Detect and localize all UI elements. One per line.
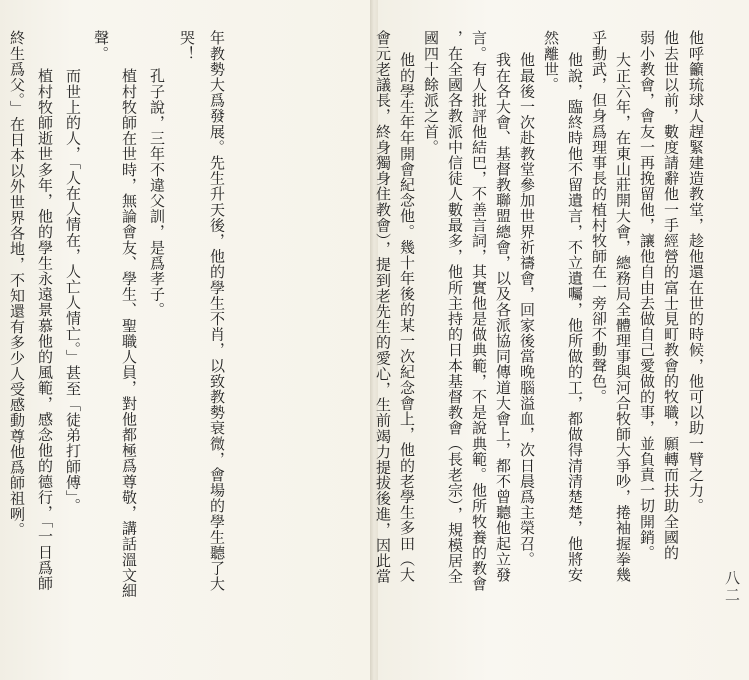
text-column: 會元老議長，終身獨身住教會），提到老先生的愛心，生前竭力提拔後進，因此當	[374, 30, 392, 585]
text-column: 乎動武，但身爲理事長的植村牧師在一旁卻不動聲色。	[590, 30, 608, 405]
text-column: ，在全國各教派中信徒人數最多，他所主持的日本基督教會（長老宗），規模居全	[446, 30, 464, 585]
text-column: 言。有人批評他結巴，不善言詞，其實他是做典範，不是說典範。他所牧養的教會	[470, 30, 488, 592]
text-column: 哭！	[178, 30, 196, 62]
text-column: 他的學生年年開會紀念他。幾十年後的某一次紀念會上，他的老學生多田（大	[398, 52, 416, 583]
page-number: 八二	[723, 570, 741, 604]
text-column: 他呼籲琉球人趕緊建造教堂，趁他還在世的時候，他可以助一臂之力。	[687, 30, 705, 514]
text-column: 國四十餘派之首。	[422, 30, 440, 155]
text-column: 他去世以前，數度請辭他一手經營的富士見町教會的牧職，願轉而扶助全國的	[662, 30, 680, 561]
text-column: 年教勢大爲發展。先生升天後，他的學生不肖，以致教勢衰微，會場的學生聽了大	[208, 30, 226, 592]
text-column: 植村牧師逝世多年，他的學生永遠景慕他的風範，感念他的德行，「一日爲師	[36, 68, 54, 591]
text-column: 孔子說，三年不違父訓，是爲孝子。	[148, 68, 166, 318]
text-column: 終生爲父。」在日本以外世界各地，不知還有多少人受感動尊他爲師祖咧。	[8, 30, 26, 538]
text-column: 他說，臨終時他不留遺言，不立遺囑，他所做的工，都做得清清楚楚，他將安	[566, 52, 584, 583]
text-column: 而世上的人，「人在人情在，人亡人情亡。」甚至「徒弟打師傅」。	[64, 68, 82, 514]
text-column: 聲。	[92, 30, 110, 62]
text-column: 然離世。	[542, 30, 560, 93]
text-column: 他最後一次赴教堂參加世界祈禱會，回家後當晚腦溢血，次日晨爲主榮召。	[518, 52, 536, 567]
text-column: 弱小教會，會友一再挽留他，讓他自由去做自己愛做的事，並負責一切開銷。	[638, 30, 656, 561]
text-column: 植村牧師在世時，無論會友、學生、聖職人員，對他都極爲尊敬，講話溫文細	[120, 68, 138, 599]
text-column: 我在各大會、基督教聯盟總會，以及各派協同傳道大會上，都不曾聽他起立發	[494, 52, 512, 583]
right-page	[374, 0, 749, 680]
text-column: 大正六年，在東山莊開大會，總務局全體理事與河合牧師大爭吵，捲袖握拳幾	[614, 52, 632, 583]
left-page	[0, 0, 372, 680]
